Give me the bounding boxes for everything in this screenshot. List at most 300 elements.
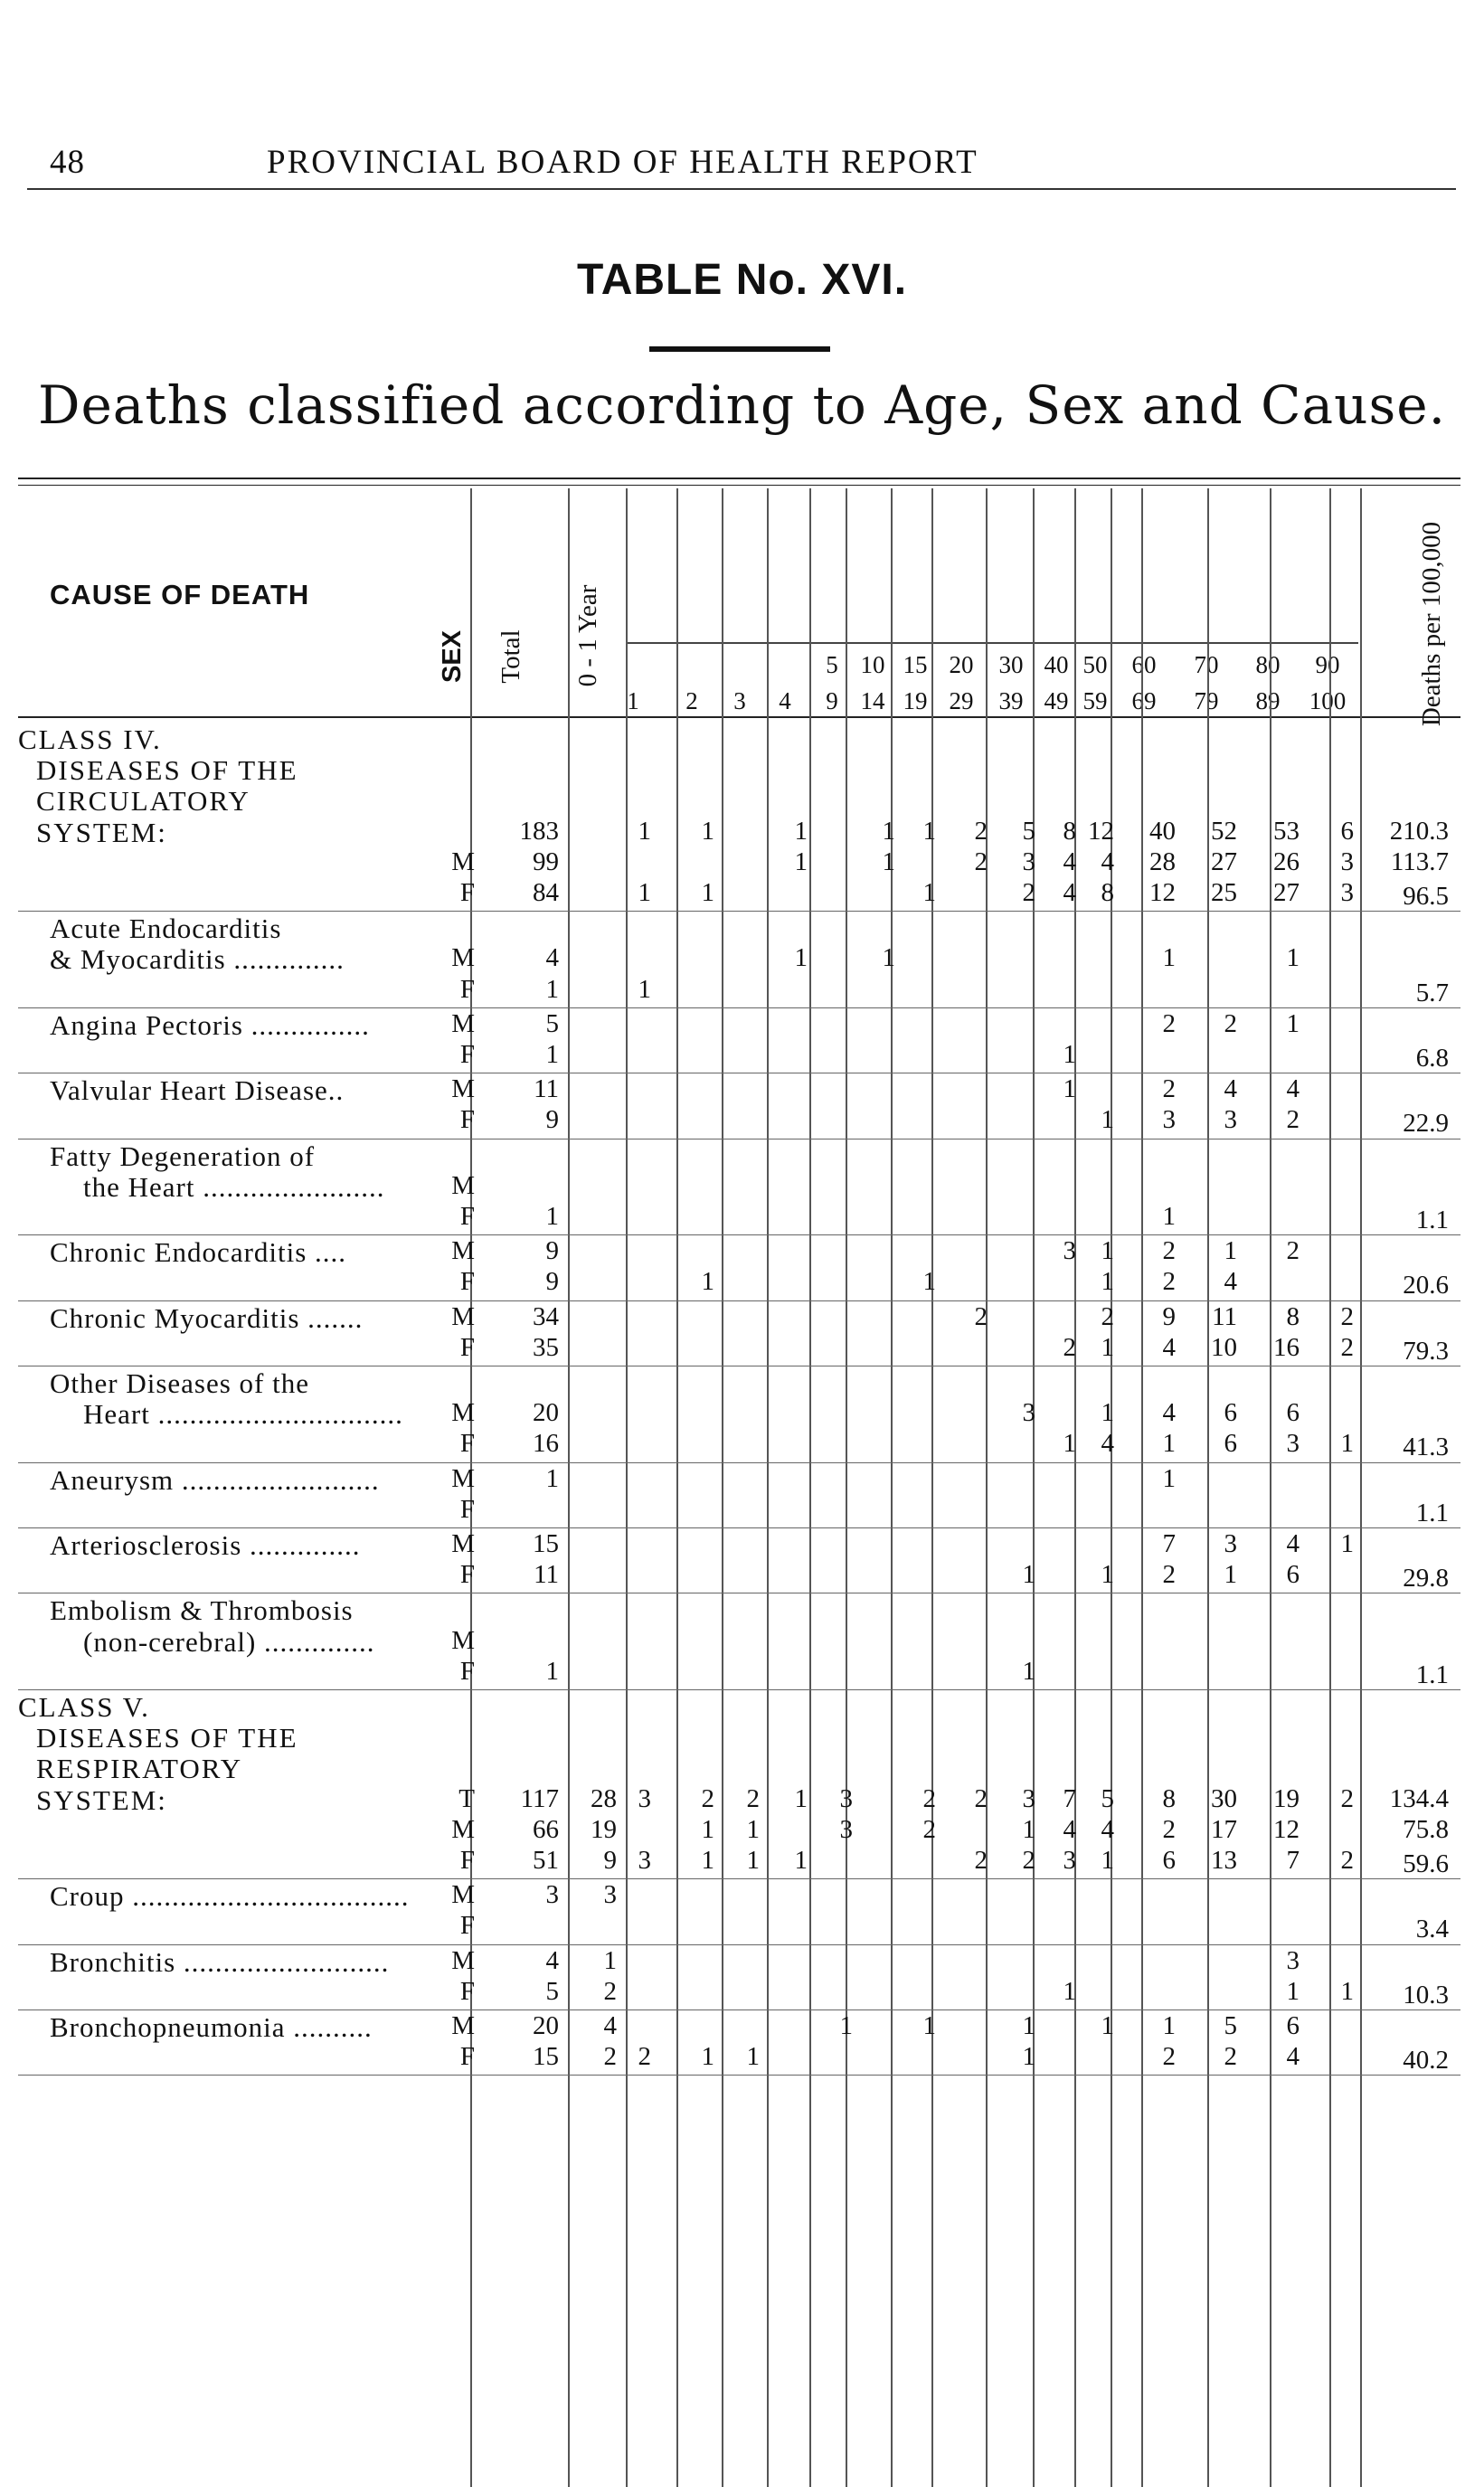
age-header-bottom: 1 <box>627 687 639 714</box>
year-cell: 28 <box>591 1783 617 1813</box>
age-cell: 4 <box>1286 2042 1300 2072</box>
age-cell: 1 <box>1162 1202 1176 1231</box>
age-cell: 1 <box>882 846 895 876</box>
age-cell: 1 <box>794 846 808 876</box>
age-header-top: 50 <box>1082 651 1108 678</box>
age-cell: 53 <box>1273 816 1300 846</box>
total-cell: 20 <box>533 1398 559 1428</box>
total-cell: 84 <box>533 878 559 907</box>
total-cell: 3 <box>545 1880 559 1910</box>
age-cell: 17 <box>1211 1814 1237 1844</box>
age-cell: 2 <box>1162 1560 1176 1590</box>
age-cell: 2 <box>701 1783 714 1813</box>
year-cell: 2 <box>603 1976 617 2006</box>
age-cell: 1 <box>1286 1008 1300 1038</box>
column-rule <box>986 488 988 2487</box>
age-cell: 5 <box>1022 816 1035 846</box>
total-cell: 16 <box>533 1429 559 1459</box>
column-rule <box>809 488 811 2487</box>
cause-label: Angina Pectoris ............... <box>50 1008 370 1041</box>
cause-of-death-header: CAUSE OF DEATH <box>50 579 310 610</box>
cause-label: (non-cerebral) .............. <box>83 1625 375 1658</box>
sex-cell: F <box>459 1202 475 1231</box>
age-cell: 2 <box>1022 1846 1035 1875</box>
age-header-top: 30 <box>998 651 1024 678</box>
age-cell: 3 <box>839 1814 853 1844</box>
age-header-top: 10 <box>860 651 885 678</box>
total-cell: 35 <box>533 1332 559 1362</box>
age-cell: 12 <box>1088 816 1114 846</box>
cause-label: DISEASES OF THE <box>36 754 298 787</box>
age-cell: 16 <box>1273 1332 1300 1362</box>
sex-cell: F <box>459 1429 475 1459</box>
row-separator <box>18 1878 1460 1879</box>
age-cell: 1 <box>1063 1976 1076 2006</box>
cause-label: Croup ................................... <box>50 1880 410 1913</box>
age-cell: 2 <box>1162 1814 1176 1844</box>
column-rule <box>568 488 570 2487</box>
age-cell: 1 <box>701 816 714 846</box>
column-rule <box>1111 488 1112 2487</box>
sex-cell: M <box>451 1814 475 1844</box>
age-header-top: 80 <box>1255 651 1281 678</box>
sex-cell: F <box>459 1656 475 1686</box>
column-rule <box>626 488 628 2487</box>
sex-cell: F <box>459 1911 475 1941</box>
cause-label: Chronic Endocarditis .... <box>50 1236 347 1269</box>
column-rule <box>1033 488 1035 2487</box>
age-cell: 2 <box>1340 1301 1354 1331</box>
row-separator <box>18 1689 1460 1690</box>
age-cell: 1 <box>1101 1846 1114 1875</box>
age-cell: 28 <box>1149 846 1176 876</box>
cause-label: Chronic Myocarditis ....... <box>50 1301 364 1334</box>
cause-label: Bronchopneumonia .......... <box>50 2011 373 2043</box>
age-header-bottom: 79 <box>1194 687 1219 714</box>
sex-cell: T <box>458 1783 475 1813</box>
total-cell: 5 <box>545 1976 559 2006</box>
report-title: PROVINCIAL BOARD OF HEALTH REPORT <box>267 144 978 181</box>
sex-cell: F <box>459 1332 475 1362</box>
age-cell: 10 <box>1211 1332 1237 1362</box>
age-cell: 1 <box>794 816 808 846</box>
age-cell: 1 <box>1022 1814 1035 1844</box>
row-separator <box>18 1300 1460 1301</box>
age-cell: 3 <box>1286 1945 1300 1975</box>
age-cell: 4 <box>1162 1398 1176 1428</box>
age-cell: 1 <box>1063 1074 1076 1104</box>
age-cell: 3 <box>1022 1398 1035 1428</box>
age-cell: 7 <box>1162 1529 1176 1558</box>
row-separator <box>18 2009 1460 2010</box>
column-rule <box>722 488 723 2487</box>
age-header-top: 20 <box>949 651 974 678</box>
age-cell: 2 <box>1162 1267 1176 1297</box>
year-column-header: 0 - 1 Year <box>573 584 602 687</box>
age-cell: 1 <box>1063 1429 1076 1459</box>
rate-cell: 41.3 <box>1403 1433 1449 1462</box>
age-cell: 1 <box>701 1267 714 1297</box>
year-cell: 1 <box>603 1945 617 1975</box>
rate-cell: 10.3 <box>1403 1980 1449 2009</box>
rate-cell: 1.1 <box>1415 1498 1449 1527</box>
row-separator <box>18 911 1460 912</box>
age-cell: 2 <box>974 1301 988 1331</box>
age-cell: 4 <box>1101 846 1114 876</box>
age-cell: 3 <box>1224 1529 1237 1558</box>
rate-cell: 134.4 <box>1389 1783 1449 1813</box>
table-top-rule <box>18 478 1460 479</box>
age-header-bottom: 19 <box>903 687 928 714</box>
column-rule <box>1074 488 1076 2487</box>
age-header-top: 90 <box>1315 651 1340 678</box>
age-cell: 3 <box>1063 1846 1076 1875</box>
age-header-bottom: 29 <box>949 687 974 714</box>
age-cell: 6 <box>1224 1398 1237 1428</box>
row-separator <box>18 2075 1460 2076</box>
age-cell: 6 <box>1340 816 1354 846</box>
age-cell: 3 <box>1340 846 1354 876</box>
age-cell: 1 <box>1224 1560 1237 1590</box>
rate-cell: 20.6 <box>1403 1271 1449 1300</box>
row-separator <box>18 1462 1460 1463</box>
cause-label: RESPIRATORY <box>36 1753 243 1785</box>
sex-cell: M <box>451 846 475 876</box>
age-cell: 1 <box>1101 1267 1114 1297</box>
cause-label: SYSTEM: <box>36 1783 167 1816</box>
total-cell: 4 <box>545 1945 559 1975</box>
age-cell: 6 <box>1162 1846 1176 1875</box>
age-cell: 2 <box>1224 1008 1237 1038</box>
age-cell: 1 <box>794 1783 808 1813</box>
age-cell: 5 <box>1101 1783 1114 1813</box>
age-cell: 1 <box>701 878 714 907</box>
age-cell: 4 <box>1286 1074 1300 1104</box>
cause-label: Valvular Heart Disease.. <box>50 1074 345 1107</box>
year-cell: 19 <box>591 1814 617 1844</box>
sex-cell: M <box>451 1398 475 1428</box>
age-cell: 2 <box>1162 1236 1176 1266</box>
age-cell: 2 <box>1340 1846 1354 1875</box>
age-cell: 30 <box>1211 1783 1237 1813</box>
rate-cell: 5.7 <box>1415 978 1449 1007</box>
sex-cell: F <box>459 1267 475 1297</box>
column-rule <box>846 488 847 2487</box>
age-cell: 2 <box>638 2042 651 2072</box>
cause-label: Heart ............................... <box>83 1398 403 1431</box>
age-cell: 9 <box>1162 1301 1176 1331</box>
column-rule <box>931 488 933 2487</box>
age-cell: 2 <box>1286 1236 1300 1266</box>
rate-cell: 3.4 <box>1415 1915 1449 1944</box>
age-cell: 2 <box>1286 1105 1300 1135</box>
age-cell: 2 <box>1162 1008 1176 1038</box>
year-cell: 4 <box>603 2011 617 2040</box>
age-cell: 4 <box>1101 1814 1114 1844</box>
age-header-top: 5 <box>826 651 838 678</box>
sex-cell: F <box>459 1105 475 1135</box>
age-cell: 1 <box>701 2042 714 2072</box>
row-separator <box>18 1944 1460 1945</box>
rate-cell: 29.8 <box>1403 1564 1449 1593</box>
age-cell: 3 <box>1063 1236 1076 1266</box>
page-header <box>27 143 1456 190</box>
sex-cell: F <box>459 1494 475 1524</box>
total-cell: 66 <box>533 1814 559 1844</box>
age-cell: 4 <box>1063 846 1076 876</box>
age-cell: 19 <box>1273 1783 1300 1813</box>
sex-cell: M <box>451 1529 475 1558</box>
column-rule <box>767 488 769 2487</box>
age-cell: 3 <box>839 1783 853 1813</box>
rate-cell: 79.3 <box>1403 1336 1449 1366</box>
page-number: 48 <box>50 144 85 181</box>
age-cell: 1 <box>746 2042 760 2072</box>
age-cell: 1 <box>1101 1236 1114 1266</box>
cause-label: Fatty Degeneration of <box>50 1139 316 1172</box>
age-cell: 8 <box>1101 878 1114 907</box>
total-cell: 51 <box>533 1846 559 1875</box>
age-header-bottom: 9 <box>826 687 838 714</box>
cause-label: Aneurysm ......................... <box>50 1463 380 1496</box>
age-cell: 2 <box>1340 1783 1354 1813</box>
age-header-bottom: 3 <box>733 687 746 714</box>
cause-label: CLASS IV. <box>18 723 162 755</box>
age-cell: 2 <box>1022 878 1035 907</box>
age-cell: 1 <box>922 1267 936 1297</box>
column-rule <box>676 488 678 2487</box>
age-cell: 3 <box>1162 1105 1176 1135</box>
age-cell: 27 <box>1273 878 1300 907</box>
age-header-bottom: 4 <box>779 687 791 714</box>
age-cell: 1 <box>1101 1560 1114 1590</box>
cause-label: Bronchitis .......................... <box>50 1945 390 1978</box>
total-cell: 5 <box>545 1008 559 1038</box>
total-cell: 15 <box>533 1529 559 1558</box>
sex-cell: M <box>451 1008 475 1038</box>
age-cell: 1 <box>1101 1105 1114 1135</box>
age-header-top: 40 <box>1044 651 1069 678</box>
age-header-bottom: 14 <box>860 687 885 714</box>
column-rule <box>1207 488 1209 2487</box>
age-cell: 4 <box>1101 1429 1114 1459</box>
age-cell: 1 <box>1162 2011 1176 2040</box>
age-cell: 27 <box>1211 846 1237 876</box>
age-cell: 1 <box>1101 1332 1114 1362</box>
total-cell: 1 <box>545 1202 559 1231</box>
age-cell: 2 <box>922 1814 936 1844</box>
column-rule <box>1141 488 1143 2487</box>
age-header-top: 70 <box>1194 651 1219 678</box>
age-cell: 4 <box>1224 1267 1237 1297</box>
age-cell: 1 <box>746 1846 760 1875</box>
age-cell: 3 <box>1224 1105 1237 1135</box>
cause-label: Arteriosclerosis .............. <box>50 1529 361 1561</box>
age-cell: 6 <box>1224 1429 1237 1459</box>
column-rule <box>1270 488 1271 2487</box>
year-cell: 3 <box>603 1880 617 1910</box>
sex-cell: M <box>451 1945 475 1975</box>
total-cell: 117 <box>520 1783 559 1813</box>
rate-cell: 40.2 <box>1403 2046 1449 2076</box>
age-cell: 1 <box>1101 1398 1114 1428</box>
age-cell: 1 <box>794 943 808 973</box>
total-cell: 20 <box>533 2011 559 2040</box>
rate-cell: 210.3 <box>1389 816 1449 846</box>
total-cell: 9 <box>545 1267 559 1297</box>
age-cell: 25 <box>1211 878 1237 907</box>
age-header-bottom: 89 <box>1255 687 1281 714</box>
rate-cell: 75.8 <box>1403 1814 1449 1844</box>
sex-cell: M <box>451 1463 475 1493</box>
total-cell: 183 <box>519 816 559 846</box>
table-caption: Deaths classified according to Age, Sex and Cause. <box>37 374 1447 436</box>
age-cell: 1 <box>882 816 895 846</box>
age-cell: 12 <box>1149 878 1176 907</box>
age-cell: 1 <box>1063 1040 1076 1069</box>
sex-cell: F <box>459 878 475 907</box>
age-cell: 1 <box>1340 1529 1354 1558</box>
total-cell: 11 <box>534 1560 559 1590</box>
row-separator <box>18 1527 1460 1528</box>
age-cell: 6 <box>1286 2011 1300 2040</box>
age-cell: 4 <box>1224 1074 1237 1104</box>
age-header-bottom: 100 <box>1309 687 1347 714</box>
rate-column-header: Deaths per 100,000 <box>1417 521 1446 727</box>
age-cell: 1 <box>794 1846 808 1875</box>
age-cell: 1 <box>1340 1429 1354 1459</box>
age-header-bottom: 2 <box>685 687 698 714</box>
age-cell: 3 <box>638 1783 651 1813</box>
age-cell: 1 <box>1162 943 1176 973</box>
header-bottom-rule <box>18 716 1460 718</box>
total-cell: 99 <box>533 846 559 876</box>
year-cell: 2 <box>603 2042 617 2072</box>
total-cell: 15 <box>533 2042 559 2072</box>
cause-label: & Myocarditis .............. <box>50 943 345 976</box>
age-cell: 1 <box>1224 1236 1237 1266</box>
total-cell: 4 <box>545 943 559 973</box>
sex-cell: M <box>451 1170 475 1200</box>
age-cell: 3 <box>1022 846 1035 876</box>
age-cell: 3 <box>1022 1783 1035 1813</box>
age-cell: 11 <box>1212 1301 1237 1331</box>
age-cell: 4 <box>1162 1332 1176 1362</box>
age-header-bottom: 49 <box>1044 687 1069 714</box>
age-cell: 1 <box>922 878 936 907</box>
total-cell: 9 <box>545 1105 559 1135</box>
age-cell: 52 <box>1211 816 1237 846</box>
rate-cell: 22.9 <box>1403 1109 1449 1139</box>
cause-label: CLASS V. <box>18 1691 150 1723</box>
total-column-header: Total <box>496 629 525 684</box>
cause-label: CIRCULATORY <box>36 785 250 818</box>
cause-label: the Heart ....................... <box>83 1170 385 1203</box>
age-cell: 1 <box>1022 1560 1035 1590</box>
age-cell: 3 <box>1286 1429 1300 1459</box>
age-cell: 1 <box>1286 943 1300 973</box>
age-cell: 2 <box>974 846 988 876</box>
age-cell: 1 <box>746 1814 760 1844</box>
age-cell: 3 <box>1340 878 1354 907</box>
age-cell: 26 <box>1273 846 1300 876</box>
age-cell: 1 <box>638 974 651 1004</box>
age-header-bottom: 69 <box>1131 687 1157 714</box>
age-cell: 40 <box>1149 816 1176 846</box>
age-cell: 6 <box>1286 1398 1300 1428</box>
title-rule <box>649 346 830 352</box>
sex-cell: F <box>459 2042 475 2072</box>
age-cell: 2 <box>1101 1301 1114 1331</box>
row-separator <box>18 1007 1460 1008</box>
sex-cell: F <box>459 1560 475 1590</box>
table-top-rule-thin <box>18 485 1460 486</box>
age-cell: 7 <box>1063 1783 1076 1813</box>
total-cell: 11 <box>534 1074 559 1104</box>
age-header-top: 60 <box>1131 651 1157 678</box>
age-cell: 1 <box>1101 2011 1114 2040</box>
age-header-top: 15 <box>903 651 928 678</box>
age-cell: 8 <box>1286 1301 1300 1331</box>
sex-cell: F <box>459 974 475 1004</box>
age-cell: 7 <box>1286 1846 1300 1875</box>
rate-cell: 1.1 <box>1415 1660 1449 1689</box>
sex-column-header: SEX <box>438 629 467 684</box>
age-cell: 4 <box>1286 1529 1300 1558</box>
age-cell: 6 <box>1286 1560 1300 1590</box>
age-cell: 1 <box>1286 1976 1300 2006</box>
column-rule <box>1329 488 1331 2487</box>
age-cell: 1 <box>1162 1429 1176 1459</box>
sex-cell: M <box>451 1625 475 1655</box>
rate-cell: 96.5 <box>1403 882 1449 911</box>
age-cell: 1 <box>1022 1656 1035 1686</box>
age-cell: 1 <box>922 2011 936 2040</box>
age-cell: 1 <box>638 878 651 907</box>
sex-cell: F <box>459 1976 475 2006</box>
sex-cell: M <box>451 1880 475 1910</box>
age-cell: 1 <box>1162 1463 1176 1493</box>
age-cell: 1 <box>882 943 895 973</box>
sex-cell: M <box>451 2011 475 2040</box>
cause-label: SYSTEM: <box>36 816 167 848</box>
column-rule <box>1360 488 1362 2487</box>
age-cell: 2 <box>974 1783 988 1813</box>
sex-cell: M <box>451 1236 475 1266</box>
age-cell: 2 <box>974 816 988 846</box>
cause-label: DISEASES OF THE <box>36 1722 298 1754</box>
age-cell: 2 <box>1162 2042 1176 2072</box>
cause-label: Acute Endocarditis <box>50 913 282 945</box>
age-cell: 2 <box>1162 1074 1176 1104</box>
age-cell: 2 <box>974 1846 988 1875</box>
age-cell: 1 <box>1340 1976 1354 2006</box>
sex-cell: F <box>459 1040 475 1069</box>
age-header-bottom: 39 <box>998 687 1024 714</box>
row-separator <box>18 1234 1460 1235</box>
total-cell: 1 <box>545 1463 559 1493</box>
sex-cell: M <box>451 1074 475 1104</box>
sex-cell: M <box>451 1301 475 1331</box>
age-cell: 1 <box>701 1846 714 1875</box>
age-cell: 3 <box>638 1846 651 1875</box>
age-cell: 1 <box>1022 2011 1035 2040</box>
cause-label: Embolism & Thrombosis <box>50 1594 354 1627</box>
column-rule <box>891 488 893 2487</box>
age-cell: 13 <box>1211 1846 1237 1875</box>
age-cell: 2 <box>1224 2042 1237 2072</box>
age-cell: 5 <box>1224 2011 1237 2040</box>
